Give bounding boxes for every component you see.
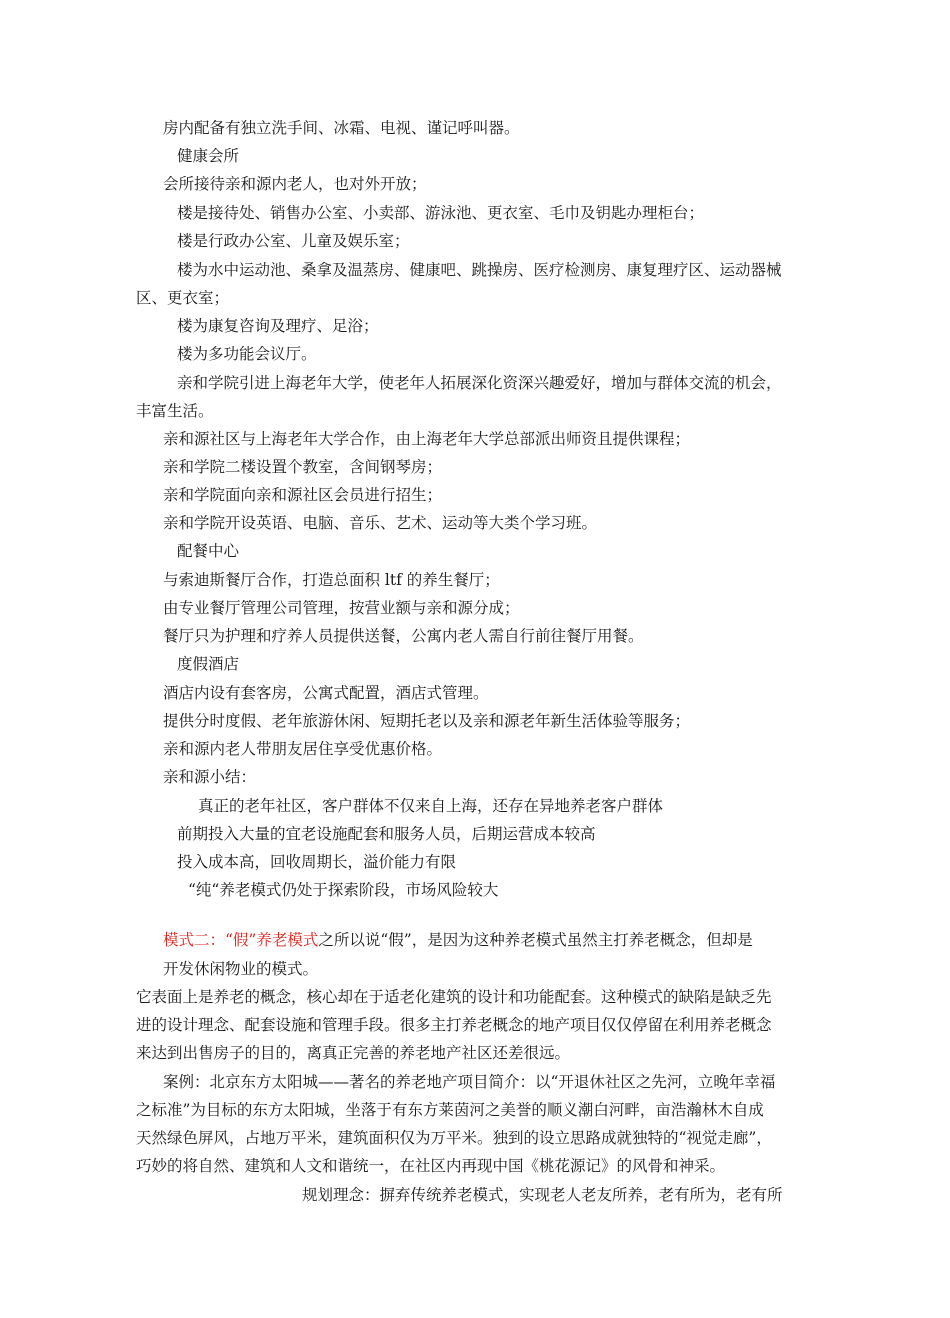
text-line: 楼为康复咨询及理疗、足浴； — [177, 317, 379, 335]
text-line: 由专业餐厅管理公司管理，按营业额与亲和源分成； — [163, 599, 520, 617]
text-line: 天然绿色屏风，占地万平米，建筑面积仅为万平米。独到的设立思路成就独特的“视觉走廊”， — [136, 1129, 772, 1147]
text-line: 案例：北京东方太阳城——著名的养老地产项目简介：以“开退休社区之先河，立晚年幸福 — [163, 1073, 776, 1091]
text-line: 楼是接待处、销售办公室、小卖部、游泳池、更衣室、毛巾及钥匙办理柜台； — [177, 204, 705, 222]
text-line: 会所接待亲和源内老人，也对外开放； — [163, 175, 427, 193]
text-line: 楼为多功能会议厅。 — [177, 345, 317, 363]
section-heading: 健康会所 — [177, 147, 240, 165]
text-line: 巧妙的将自然、建筑和人文和谐统一，在社区内再现中国《桃花源记》的风骨和神采。 — [136, 1157, 726, 1175]
section-heading: 亲和源小结： — [163, 768, 257, 786]
summary-line: 真正的老年社区，客户群体不仅来自上海，还存在异地养老客户群体 — [198, 797, 664, 815]
text-line: 房内配备有独立洗手间、冰霜、电视、谨记呼叫器。 — [163, 119, 520, 137]
section-heading: 度假酒店 — [177, 655, 240, 673]
mode-two-title: 模式二：“假”养老模式 — [163, 931, 319, 949]
mode-two-text: 之所以说“假”，是因为这种养老模式虽然主打养老概念，但却是 — [318, 931, 753, 949]
mode-two-intro — [163, 930, 753, 950]
text-line: 之标准”为目标的东方太阳城，坐落于有东方莱茵河之美誉的顺义潮白河畔，亩浩瀚林木自成 — [136, 1101, 764, 1119]
text-line: 规划理念：摒弃传统养老模式，实现老人老友所养，老有所为，老有所 — [302, 1186, 783, 1204]
summary-line: 前期投入大量的宜老设施配套和服务人员，后期运营成本较高 — [177, 825, 596, 843]
text-line: 与索迪斯餐厅合作，打造总面积 ltf 的养生餐厅； — [163, 571, 500, 589]
text-line: 楼为水中运动池、桑拿及温蒸房、健康吧、跳操房、医疗检测房、康复理疗区、运动器械 — [177, 261, 782, 279]
text-line: 亲和源内老人带朋友居住享受优惠价格。 — [163, 740, 443, 758]
text-line: 进的设计理念、配套设施和管理手段。很多主打养老概念的地产项目仅仅停留在利用养老概念 — [136, 1016, 772, 1034]
text-line: 酒店内设有套客房，公寓式配置，酒店式管理。 — [163, 684, 489, 702]
section-heading: 配餐中心 — [177, 542, 240, 560]
text-line: 丰富生活。 — [136, 402, 214, 420]
summary-line: 投入成本高，回收周期长，溢价能力有限 — [177, 853, 457, 871]
text-line: 亲和学院面向亲和源社区会员进行招生； — [163, 486, 443, 504]
text-line: 区、更衣室； — [136, 289, 230, 307]
text-line: 亲和学院开设英语、电脑、音乐、艺术、运动等大类个学习班。 — [163, 514, 598, 532]
summary-line: “纯“养老模式仍处于探索阶段，市场风险较大 — [188, 881, 499, 899]
text-line: 亲和学院引进上海老年大学，使老年人拓展深化资深兴趣爱好，增加与群体交流的机会， — [177, 374, 782, 392]
text-line: 它表面上是养老的概念，核心却在于适老化建筑的设计和功能配套。这种模式的缺陷是缺乏先 — [136, 988, 772, 1006]
text-line: 来达到出售房子的目的，离真正完善的养老地产社区还差很远。 — [136, 1044, 571, 1062]
text-line: 餐厅只为护理和疗养人员提供送餐，公寓内老人需自行前往餐厅用餐。 — [163, 627, 644, 645]
text-line: 亲和学院二楼设置个教室，含间钢琴房； — [163, 458, 443, 476]
text-line: 提供分时度假、老年旅游休闲、短期托老以及亲和源老年新生活体验等服务； — [163, 712, 691, 730]
text-line: 开发休闲物业的模式。 — [163, 960, 319, 978]
text-line: 亲和源社区与上海老年大学合作，由上海老年大学总部派出师资且提供课程； — [163, 430, 691, 448]
text-line: 楼是行政办公室、儿童及娱乐室； — [177, 232, 410, 250]
